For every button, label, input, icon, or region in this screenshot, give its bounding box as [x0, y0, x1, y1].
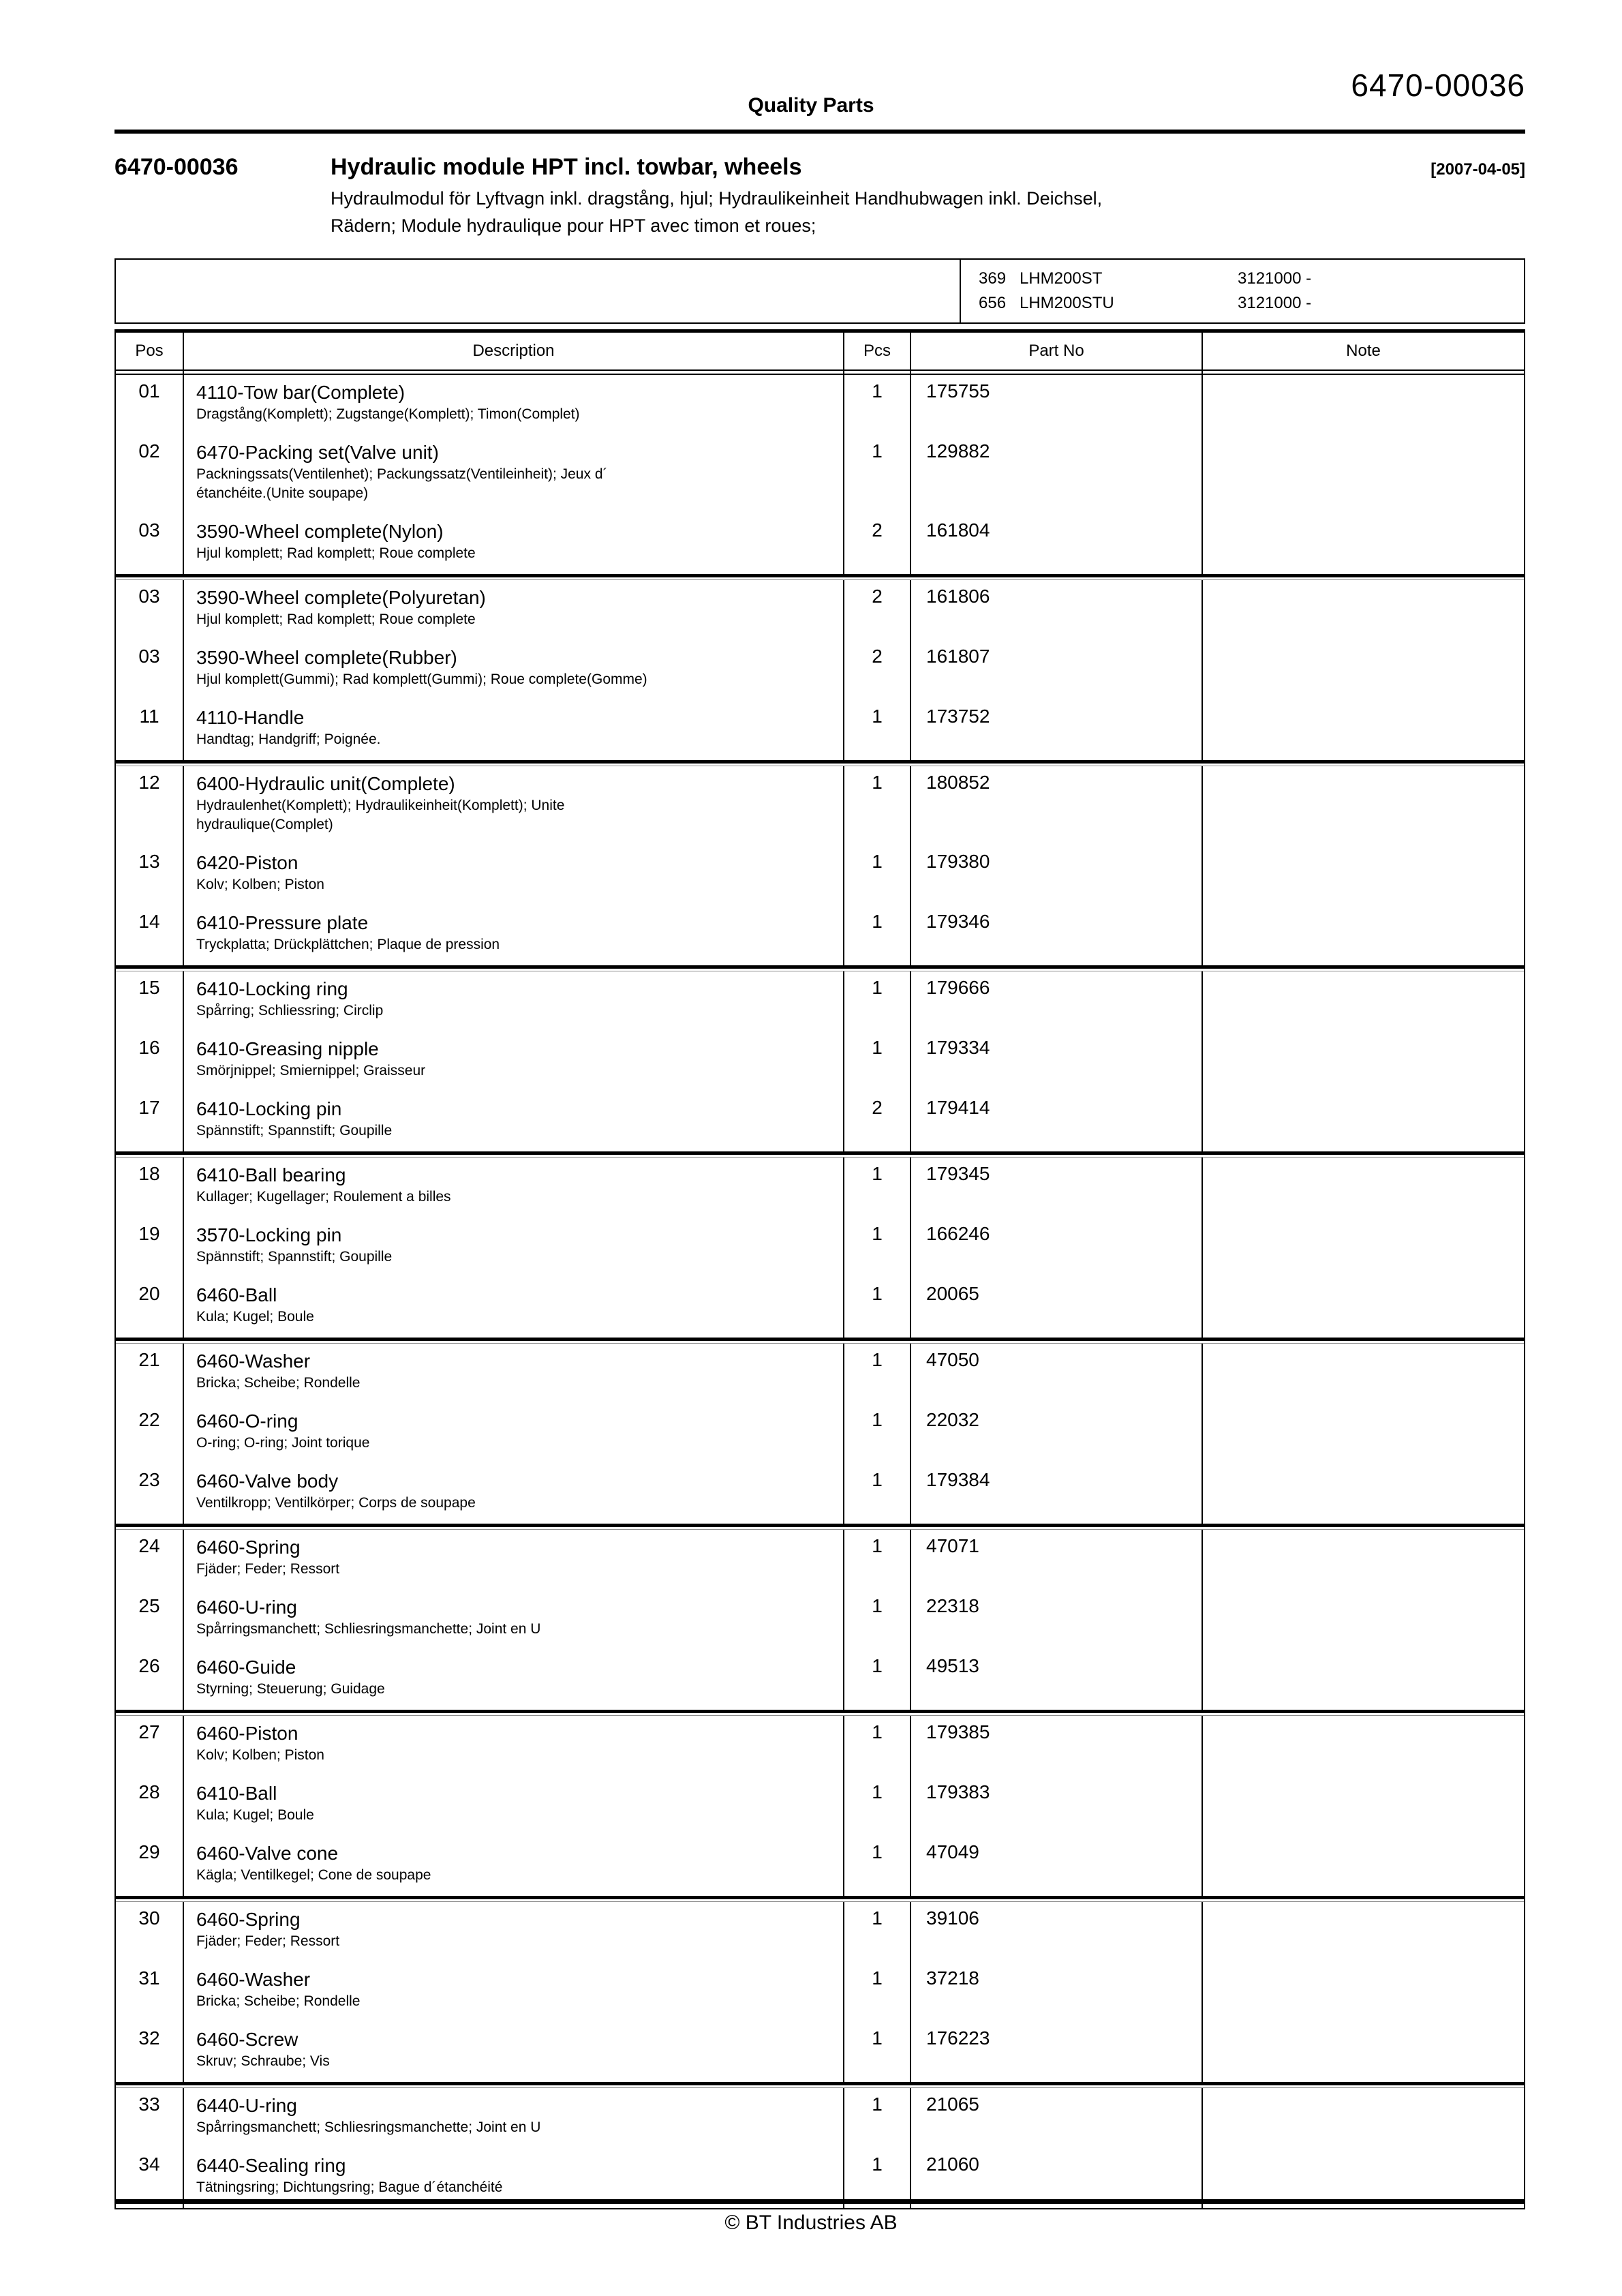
row-description-cell [183, 1278, 843, 1338]
row-sub-description: Fjäder; Feder; Ressort [196, 1561, 340, 1577]
row-note [1202, 1278, 1524, 1338]
row-description-cell [183, 2022, 843, 2082]
row-description: 6460-O-ring [196, 1410, 299, 1432]
row-part-no: 179414 [910, 1091, 1202, 1151]
row-description: 6420-Piston [196, 852, 299, 873]
row-part-no: 161807 [910, 640, 1202, 700]
table-row [116, 1776, 1524, 1836]
row-description: 6410-Ball bearing [196, 1164, 346, 1185]
row-pcs: 1 [843, 1158, 910, 1218]
row-pos: 02 [138, 440, 160, 462]
row-pcs: 1 [843, 1650, 910, 1710]
row-sub-description: Spännstift; Spannstift; Goupille [196, 1123, 393, 1138]
row-pos: 15 [138, 977, 160, 998]
model-serial: 3121000 - [1238, 294, 1312, 312]
table-row [116, 514, 1524, 574]
row-pos: 03 [138, 519, 160, 541]
row-sub-description: Spårringsmanchett; Schliesringsmanchette; Joint en U [196, 2119, 541, 2135]
row-description: 6460-Spring [196, 1909, 301, 1930]
row-description-cell [183, 1962, 843, 2022]
row-description-cell [183, 1031, 843, 1091]
row-description-cell [183, 1158, 843, 1218]
row-part-no: 21065 [910, 2088, 1202, 2148]
row-note [1202, 971, 1524, 1031]
table-body [116, 375, 1524, 2208]
row-description: 4110-Tow bar(Complete) [196, 382, 406, 403]
row-pos: 33 [138, 2094, 160, 2115]
row-sub-description: Hydraulenhet(Komplett); Hydraulikeinheit(Komplett); Unite [196, 798, 565, 813]
table-row [116, 905, 1524, 965]
row-description-cell [183, 905, 843, 965]
row-description: 6460-Washer [196, 1350, 311, 1372]
model-row [979, 291, 1524, 316]
row-description: 6460-Spring [196, 1537, 301, 1558]
row-pcs: 1 [843, 905, 910, 965]
row-part-no: 22318 [910, 1590, 1202, 1650]
row-sub-description: Kula; Kugel; Boule [196, 1807, 314, 1823]
row-description: 6460-Piston [196, 1723, 299, 1744]
row-note [1202, 845, 1524, 905]
row-pcs: 1 [843, 2022, 910, 2082]
row-description-cell [183, 1404, 843, 1464]
row-note [1202, 1716, 1524, 1776]
row-part-no: 21060 [910, 2148, 1202, 2208]
group-separator [116, 1151, 1524, 1158]
row-note [1202, 2022, 1524, 2082]
row-description: 6460-Screw [196, 2029, 299, 2050]
row-pos: 23 [138, 1469, 160, 1490]
row-sub-description: Spårring; Schliessring; Circlip [196, 1003, 384, 1018]
row-pcs: 1 [843, 845, 910, 905]
row-pcs: 1 [843, 1344, 910, 1404]
row-part-no: 39106 [910, 1902, 1202, 1962]
row-sub-description: Kolv; Kolben; Piston [196, 1747, 324, 1763]
row-sub-description: Hjul komplett; Rad komplett; Roue complete [196, 545, 476, 561]
row-pos: 13 [138, 851, 160, 872]
row-pos: 17 [138, 1097, 160, 1118]
row-description-cell [183, 1836, 843, 1896]
row-part-no: 179334 [910, 1031, 1202, 1091]
row-sub-description: Spårringsmanchett; Schliesringsmanchette; Joint en U [196, 1621, 541, 1637]
col-header-note: Note [1202, 333, 1524, 369]
row-pcs: 1 [843, 1218, 910, 1278]
row-part-no: 161806 [910, 580, 1202, 640]
row-description-cell [183, 971, 843, 1031]
row-pcs: 1 [843, 2088, 910, 2148]
row-pcs: 2 [843, 640, 910, 700]
row-pos: 12 [138, 772, 160, 793]
row-part-no: 175755 [910, 375, 1202, 435]
row-pos: 25 [138, 1595, 160, 1616]
model-code: 656 [979, 294, 1007, 312]
row-sub-description: O-ring; O-ring; Joint torique [196, 1435, 370, 1451]
row-part-no: 129882 [910, 435, 1202, 514]
row-note [1202, 1158, 1524, 1218]
row-description-cell [183, 1776, 843, 1836]
row-part-no: 47049 [910, 1836, 1202, 1896]
subtitle-line: Rädern; Module hydraulique pour HPT avec timon et roues; [331, 215, 816, 236]
row-part-no: 179345 [910, 1158, 1202, 1218]
row-description-cell [183, 1716, 843, 1776]
parts-table [114, 329, 1525, 2209]
row-description: 6470-Packing set(Valve unit) [196, 442, 439, 463]
row-part-no: 179346 [910, 905, 1202, 965]
content-area [114, 146, 1525, 2209]
row-sub-description: Kägla; Ventilkegel; Cone de soupape [196, 1867, 431, 1883]
table-row [116, 1530, 1524, 1590]
row-pos: 03 [138, 586, 160, 607]
table-row [116, 1344, 1524, 1404]
title-code: 6470-00036 [114, 154, 239, 180]
row-note [1202, 1404, 1524, 1464]
row-note [1202, 1776, 1524, 1836]
row-description: 6410-Locking pin [196, 1098, 342, 1119]
row-note [1202, 580, 1524, 640]
table-row [116, 1716, 1524, 1776]
title-row [114, 154, 1525, 181]
row-sub-description: Tätningsring; Dichtungsring; Bague d´étanchéité [196, 2179, 503, 2195]
row-description-cell [183, 514, 843, 574]
group-separator [116, 965, 1524, 971]
row-description-cell [183, 1650, 843, 1710]
table-row [116, 1464, 1524, 1524]
row-pcs: 1 [843, 1590, 910, 1650]
row-pos: 29 [138, 1841, 160, 1862]
group-separator [116, 760, 1524, 766]
group-separator [116, 2082, 1524, 2088]
row-description: 3590-Wheel complete(Polyuretan) [196, 587, 486, 608]
row-part-no: 37218 [910, 1962, 1202, 2022]
row-description-cell [183, 375, 843, 435]
row-description: 6440-Sealing ring [196, 2155, 346, 2176]
model-serial: 3121000 - [1238, 269, 1312, 288]
table-row [116, 1404, 1524, 1464]
row-note [1202, 1218, 1524, 1278]
row-description: 6460-Ball [196, 1284, 277, 1305]
row-pcs: 1 [843, 1776, 910, 1836]
row-description: 3570-Locking pin [196, 1224, 342, 1245]
row-sub-description: Handtag; Handgriff; Poignée. [196, 731, 381, 747]
row-sub-description: Hjul komplett(Gummi); Rad komplett(Gummi); Roue complete(Gomme) [196, 671, 647, 687]
row-part-no: 161804 [910, 514, 1202, 574]
quality-parts-label: Quality Parts [748, 94, 874, 117]
row-description: 6410-Locking ring [196, 978, 348, 999]
row-pos: 18 [138, 1163, 160, 1184]
row-description: 6400-Hydraulic unit(Complete) [196, 773, 455, 794]
model-list [961, 260, 1524, 322]
row-part-no: 22032 [910, 1404, 1202, 1464]
row-pcs: 1 [843, 700, 910, 760]
row-description: 6460-Guide [196, 1657, 296, 1678]
doc-number-top-right: 6470-00036 [1351, 67, 1525, 103]
row-pcs: 1 [843, 1031, 910, 1091]
row-part-no: 179666 [910, 971, 1202, 1031]
row-pos: 20 [138, 1283, 160, 1304]
row-pcs: 1 [843, 1902, 910, 1962]
row-description: 3590-Wheel complete(Rubber) [196, 647, 457, 668]
row-note [1202, 1464, 1524, 1524]
row-description: 6410-Ball [196, 1783, 277, 1804]
subtitle-line: Hydraulmodul för Lyftvagn inkl. dragstång, hjul; Hydraulikeinheit Handhubwagen inkl. Deichsel, [331, 188, 1103, 209]
table-row [116, 435, 1524, 514]
row-pos: 01 [138, 380, 160, 402]
table-row [116, 1836, 1524, 1896]
row-description: 3590-Wheel complete(Nylon) [196, 521, 444, 542]
table-row [116, 1902, 1524, 1962]
group-separator [116, 1710, 1524, 1716]
row-pos: 31 [138, 1967, 160, 1989]
row-description-cell [183, 1464, 843, 1524]
row-description-cell [183, 1091, 843, 1151]
row-pos: 11 [139, 706, 159, 727]
table-row [116, 1650, 1524, 1710]
row-part-no: 176223 [910, 2022, 1202, 2082]
row-pcs: 1 [843, 1530, 910, 1590]
group-separator [116, 574, 1524, 580]
row-description-cell [183, 845, 843, 905]
col-header-description: Description [183, 333, 843, 369]
row-pcs: 1 [843, 1464, 910, 1524]
row-description: 6410-Pressure plate [196, 912, 369, 933]
row-pcs: 2 [843, 514, 910, 574]
row-description-cell [183, 700, 843, 760]
row-description-cell [183, 580, 843, 640]
row-description-cell [183, 2088, 843, 2148]
row-sub-description: Packningssats(Ventilenhet); Packungssatz(Ventileinheit); Jeux d´ [196, 466, 608, 482]
row-description-cell [183, 766, 843, 845]
header-rule [114, 130, 1525, 134]
table-row [116, 1218, 1524, 1278]
group-separator [116, 1338, 1524, 1344]
row-description-cell [183, 1902, 843, 1962]
row-pos: 22 [138, 1409, 160, 1430]
row-part-no: 180852 [910, 766, 1202, 845]
table-row [116, 1031, 1524, 1091]
table-row [116, 2022, 1524, 2082]
row-pcs: 1 [843, 1836, 910, 1896]
row-note [1202, 905, 1524, 965]
row-sub-description: Fjäder; Feder; Ressort [196, 1933, 340, 1949]
row-part-no: 179384 [910, 1464, 1202, 1524]
table-row [116, 700, 1524, 760]
row-part-no: 179385 [910, 1716, 1202, 1776]
row-description-cell [183, 1530, 843, 1590]
page-title: Hydraulic module HPT incl. towbar, wheels [331, 154, 802, 180]
row-note [1202, 1344, 1524, 1404]
row-part-no: 179383 [910, 1776, 1202, 1836]
group-separator [116, 1896, 1524, 1902]
row-pos: 24 [138, 1535, 160, 1556]
table-row [116, 1590, 1524, 1650]
row-pcs: 1 [843, 435, 910, 514]
row-sub-description: Kula; Kugel; Boule [196, 1309, 314, 1325]
row-part-no: 47050 [910, 1344, 1202, 1404]
table-row [116, 971, 1524, 1031]
row-sub-description: Bricka; Scheibe; Rondelle [196, 1993, 361, 2009]
row-part-no: 173752 [910, 700, 1202, 760]
row-pos: 27 [138, 1721, 160, 1742]
row-pos: 21 [138, 1349, 160, 1370]
row-pos: 26 [138, 1655, 160, 1676]
row-note [1202, 1962, 1524, 2022]
row-part-no: 166246 [910, 1218, 1202, 1278]
row-sub-description: Kullager; Kugellager; Roulement a billes [196, 1189, 451, 1205]
copyright-text: © BT Industries AB [724, 2211, 898, 2234]
model-name: LHM200STU [1020, 294, 1114, 312]
row-part-no: 179380 [910, 845, 1202, 905]
model-box-empty-cell [116, 260, 961, 322]
row-description-cell [183, 640, 843, 700]
table-row [116, 1278, 1524, 1338]
row-note [1202, 2088, 1524, 2148]
row-note [1202, 640, 1524, 700]
table-row [116, 1158, 1524, 1218]
row-description: 6460-Washer [196, 1969, 311, 1990]
row-sub-description: Tryckplatta; Drückplättchen; Plaque de pression [196, 937, 500, 952]
row-part-no: 49513 [910, 1650, 1202, 1710]
row-description: 6460-U-ring [196, 1597, 297, 1618]
col-header-pcs: Pcs [843, 333, 910, 369]
col-header-part-no: Part No [910, 333, 1202, 369]
row-note [1202, 1590, 1524, 1650]
row-description-cell [183, 1218, 843, 1278]
row-pos: 28 [138, 1781, 160, 1802]
row-note [1202, 1650, 1524, 1710]
row-description: 6440-U-ring [196, 2095, 297, 2116]
group-separator [116, 1524, 1524, 1530]
row-pos: 19 [138, 1223, 160, 1244]
model-box [114, 258, 1525, 324]
row-sub-description: Smörjnippel; Smiernippel; Graisseur [196, 1063, 426, 1078]
row-note [1202, 1091, 1524, 1151]
row-pcs: 1 [843, 1716, 910, 1776]
row-pcs: 2 [843, 1091, 910, 1151]
row-note [1202, 514, 1524, 574]
table-row [116, 766, 1524, 845]
table-row [116, 375, 1524, 435]
table-row [116, 1091, 1524, 1151]
row-description: 6460-Valve body [196, 1470, 339, 1492]
row-pos: 14 [138, 911, 160, 932]
table-row [116, 845, 1524, 905]
row-pos: 03 [138, 646, 160, 667]
table-row [116, 580, 1524, 640]
table-row [116, 1962, 1524, 2022]
row-pos: 30 [138, 1907, 160, 1929]
row-sub-description: Spännstift; Spannstift; Goupille [196, 1249, 393, 1265]
row-pos: 34 [138, 2154, 160, 2175]
row-note [1202, 1902, 1524, 1962]
model-row [979, 267, 1524, 291]
row-note [1202, 1530, 1524, 1590]
row-pcs: 1 [843, 2148, 910, 2208]
row-pcs: 1 [843, 1278, 910, 1338]
row-note [1202, 1031, 1524, 1091]
row-description: 6410-Greasing nipple [196, 1038, 379, 1059]
model-name: LHM200ST [1020, 269, 1103, 288]
row-sub-description: hydraulique(Complet) [196, 817, 333, 832]
footer-rule [114, 2199, 1525, 2204]
row-sub-description: Hjul komplett; Rad komplett; Roue complete [196, 611, 476, 627]
row-sub-description: Ventilkropp; Ventilkörper; Corps de soupape [196, 1495, 476, 1511]
row-part-no: 20065 [910, 1278, 1202, 1338]
table-row [116, 2088, 1524, 2148]
row-sub-description: Bricka; Scheibe; Rondelle [196, 1375, 361, 1391]
row-sub-description: Dragstång(Komplett); Zugstange(Komplett); Timon(Complet) [196, 406, 580, 422]
title-subtitle [331, 185, 1525, 239]
col-header-pos: Pos [135, 342, 164, 360]
row-pcs: 1 [843, 375, 910, 435]
model-code: 369 [979, 269, 1007, 288]
row-pcs: 2 [843, 580, 910, 640]
row-note [1202, 1836, 1524, 1896]
row-note [1202, 375, 1524, 435]
row-description-cell [183, 1344, 843, 1404]
row-sub-description: Kolv; Kolben; Piston [196, 877, 324, 892]
table-row [116, 640, 1524, 700]
row-sub-description: Styrning; Steuerung; Guidage [196, 1681, 385, 1697]
row-sub-description: étanchéite.(Unite soupape) [196, 485, 369, 501]
row-sub-description: Skruv; Schraube; Vis [196, 2053, 330, 2069]
row-note [1202, 766, 1524, 845]
row-part-no: 47071 [910, 1530, 1202, 1590]
row-pcs: 1 [843, 1404, 910, 1464]
row-pcs: 1 [843, 971, 910, 1031]
row-pcs: 1 [843, 1962, 910, 2022]
row-description-cell [183, 435, 843, 514]
row-description: 4110-Handle [196, 707, 305, 728]
row-pcs: 1 [843, 766, 910, 845]
table-header-row [116, 329, 1524, 371]
row-note [1202, 700, 1524, 760]
row-pos: 16 [138, 1037, 160, 1058]
row-description: 6460-Valve cone [196, 1843, 339, 1864]
row-description-cell [183, 1590, 843, 1650]
row-pos: 32 [138, 2027, 160, 2049]
title-date: [2007-04-05] [1430, 160, 1525, 179]
row-note [1202, 435, 1524, 514]
